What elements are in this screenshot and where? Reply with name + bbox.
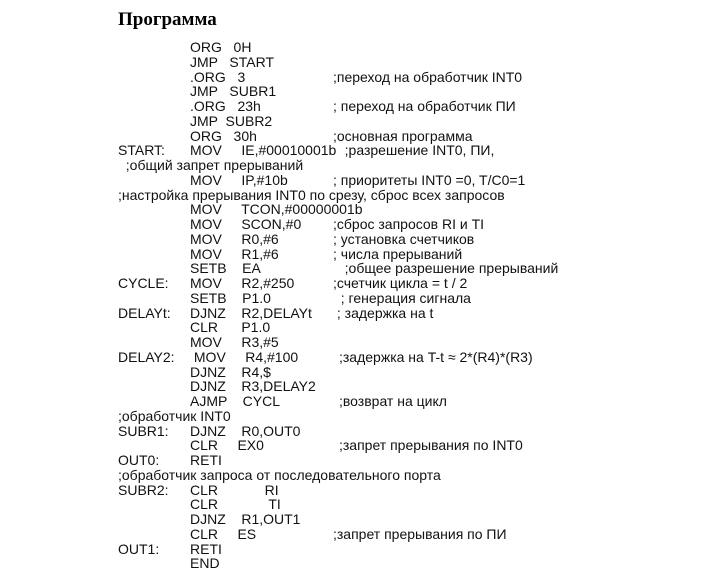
line-label: OUT1:	[118, 540, 160, 557]
line-comment: ;возврат на цикл	[339, 393, 447, 409]
code-line	[0, 99, 720, 114]
line-label: CYCLE:	[118, 275, 169, 291]
line-comment: ;счетчик цикла = t / 2	[333, 275, 468, 291]
line-code: JMP SUBR2	[190, 112, 273, 129]
code-line	[0, 70, 720, 85]
code-line	[0, 424, 720, 439]
line-code: ORG 0H	[190, 39, 252, 55]
full-line-comment: ;общий запрет прерываний	[118, 157, 304, 173]
code-line	[0, 497, 720, 512]
line-code: JMP START	[190, 53, 275, 70]
page-title: Программа	[118, 9, 217, 30]
line-code: MOV R0,#6	[190, 230, 279, 247]
code-line	[0, 306, 720, 321]
code-line	[0, 202, 720, 217]
line-code: MOV SCON,#0	[190, 216, 302, 232]
line-comment: ; генерация сигнала	[333, 289, 471, 306]
code-line	[0, 335, 720, 350]
code-line	[0, 84, 720, 99]
code-line	[0, 542, 720, 557]
line-comment: ; переход на обработчик ПИ	[333, 98, 516, 114]
line-code: .ORG 3	[190, 68, 246, 85]
line-code: MOV R2,#250	[190, 275, 295, 291]
code-line	[0, 350, 720, 365]
line-comment: ; установка счетчиков	[333, 230, 475, 247]
line-code: .ORG 23h	[190, 98, 261, 114]
line-code: RETI	[190, 540, 222, 557]
line-code: DJNZ R1,OUT1	[190, 511, 301, 527]
line-comment: ; задержка на t	[333, 304, 434, 321]
line-code: CLR RI	[190, 481, 279, 498]
code-line	[0, 438, 720, 453]
code-line	[0, 556, 720, 571]
line-label: OUT0:	[118, 452, 160, 468]
comment-line	[0, 409, 720, 424]
line-code: END	[190, 555, 220, 571]
code-line	[0, 232, 720, 247]
line-code: MOV IP,#10b	[190, 171, 288, 188]
comment-line	[0, 158, 720, 173]
code-line	[0, 291, 720, 306]
line-comment: ;сброс запросов RI и TI	[333, 216, 485, 232]
line-code: CLR EX0	[190, 437, 264, 454]
full-line-comment: ;обработчик INT0	[118, 407, 231, 424]
line-label: SUBR1:	[118, 422, 169, 439]
code-line	[0, 173, 720, 188]
line-code: MOV TCON,#00000001b	[190, 201, 363, 218]
line-code: ORG 30h	[190, 127, 257, 144]
line-label: START:	[118, 142, 165, 159]
line-code: CLR ES	[190, 525, 257, 542]
line-label: DELAYt:	[118, 304, 171, 321]
line-code: JMP SUBR1	[190, 83, 277, 100]
line-code: SETB EA	[190, 260, 261, 277]
line-comment: ;переход на обработчик INT0	[333, 68, 523, 85]
code-line	[0, 483, 720, 498]
line-code: MOV R3,#5	[190, 334, 279, 350]
code-line	[0, 394, 720, 409]
line-code: DJNZ R2,DELAYt	[190, 304, 312, 321]
line-comment: ;разрешение INT0, ПИ,	[333, 142, 495, 159]
code-line	[0, 453, 720, 468]
code-line	[0, 129, 720, 144]
line-code: DJNZ R3,DELAY2	[190, 378, 316, 395]
code-line	[0, 114, 720, 129]
code-line	[0, 365, 720, 380]
line-code: SETB P1.0	[190, 289, 271, 306]
code-line	[0, 143, 720, 158]
line-comment: ;запрет прерывания по INT0	[339, 437, 523, 454]
code-line	[0, 40, 720, 55]
line-label: DELAY2:	[118, 348, 175, 365]
full-line-comment: ;обработчик запроса от последовательного порта	[118, 466, 441, 483]
line-code: CLR TI	[190, 496, 281, 513]
line-code: DJNZ R0,OUT0	[190, 422, 301, 439]
line-code: RETI	[190, 452, 222, 468]
line-comment: ;запрет прерывания по ПИ	[333, 525, 507, 542]
comment-line	[0, 468, 720, 483]
code-line	[0, 379, 720, 394]
line-code: DJNZ R4,$	[190, 363, 271, 380]
full-line-comment: ;настройка прерывания INT0 по срезу, сброс всех запросов	[118, 186, 505, 203]
code-line	[0, 512, 720, 527]
code-line	[0, 217, 720, 232]
line-label: SUBR2:	[118, 481, 169, 498]
code-line	[0, 247, 720, 262]
line-comment: ; приоритеты INT0 =0, T/C0=1	[333, 171, 526, 188]
code-line	[0, 261, 720, 276]
line-code: CLR P1.0	[190, 319, 271, 336]
comment-line	[0, 188, 720, 203]
program-listing	[0, 40, 720, 571]
line-comment: ;основная программа	[333, 127, 473, 144]
line-comment: ;задержка на T-t ≈ 2*(R4)*(R3)	[339, 348, 533, 365]
code-line	[0, 527, 720, 542]
code-line	[0, 276, 720, 291]
line-code: MOV IE,#00010001b	[190, 142, 337, 159]
code-line	[0, 55, 720, 70]
line-comment: ; числа прерываний	[333, 245, 463, 262]
code-line	[0, 320, 720, 335]
line-code: MOV R4,#100	[190, 348, 299, 365]
line-code: AJMP CYCL	[190, 393, 280, 409]
line-code: MOV R1,#6	[190, 245, 279, 262]
line-comment: ;общее разрешение прерываний	[333, 260, 559, 277]
